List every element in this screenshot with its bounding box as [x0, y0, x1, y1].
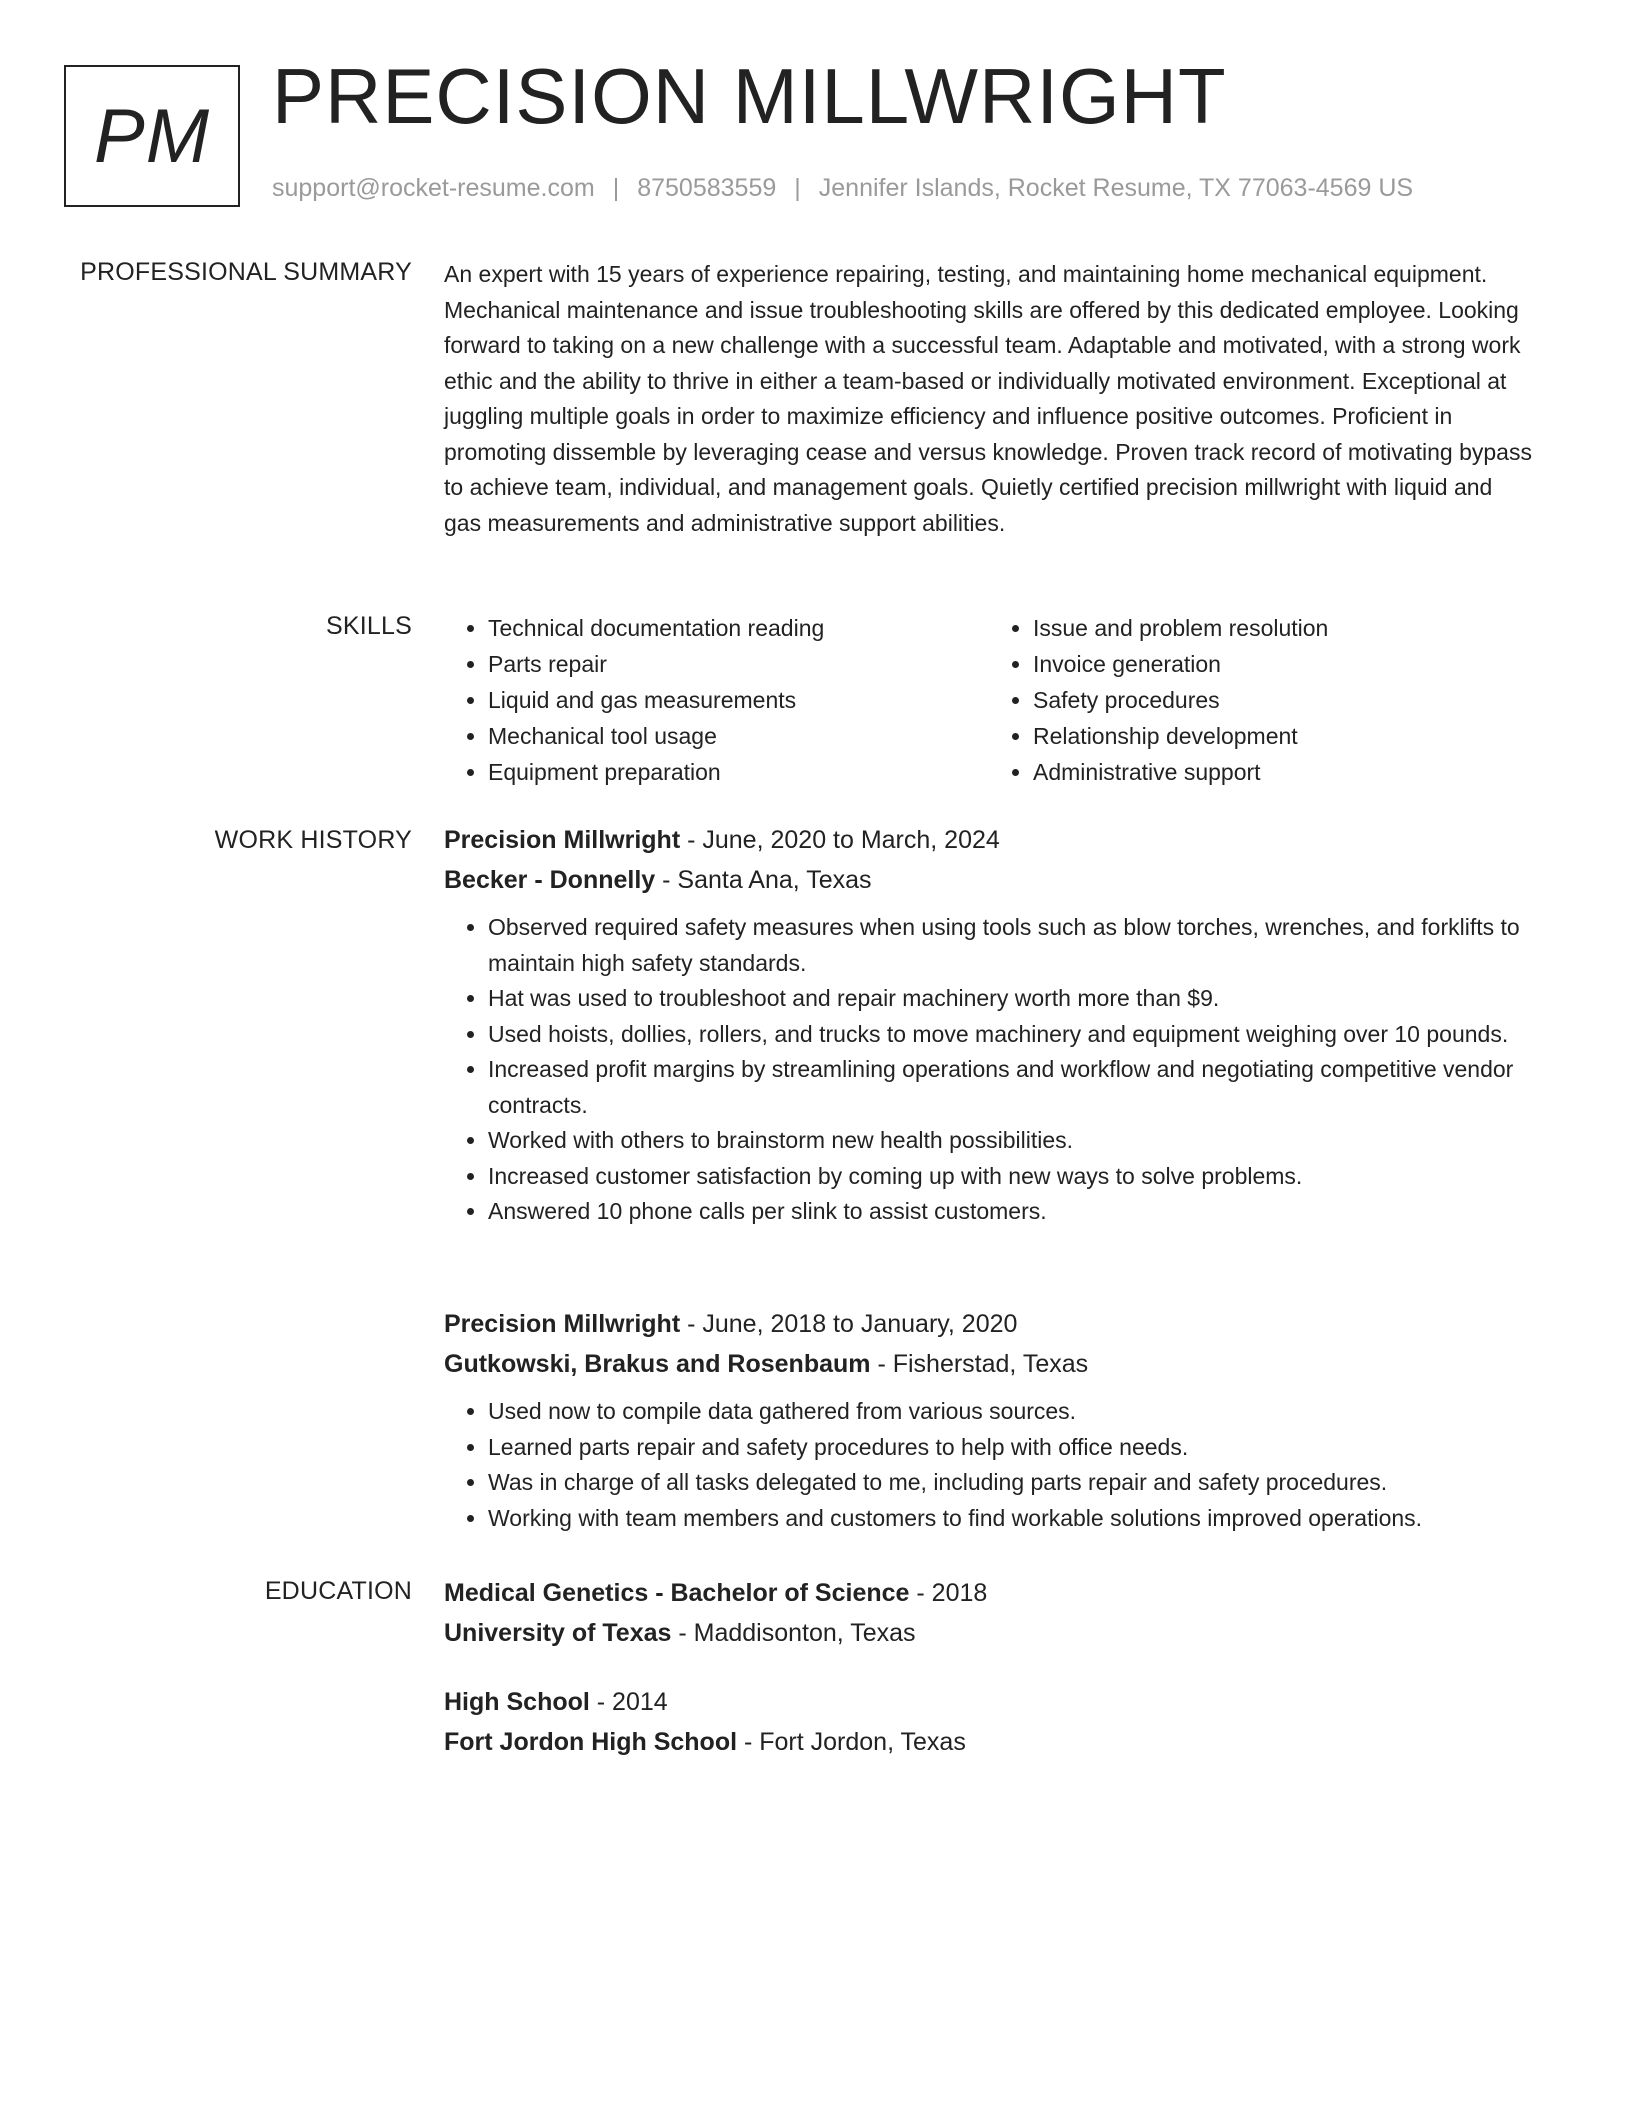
job-bullet: • Used hoists, dollies, rollers, and trucks to move machinery and equipment weighing over 10 pounds. [488, 1017, 1534, 1053]
education-entry [444, 1573, 1534, 1653]
job-company: Becker - Donnelly [444, 866, 656, 894]
job-bullet: • Worked with others to brainstorm new health possibilities. [488, 1123, 1534, 1159]
skill-item: • Safety procedures [1033, 682, 1534, 718]
skill-item: • Liquid and gas measurements [488, 682, 989, 718]
education-degree-line [444, 1682, 1534, 1722]
job-location: - Santa Ana, Texas [655, 866, 872, 894]
job-entry [444, 1304, 1534, 1536]
job-title: Precision Millwright [444, 1310, 681, 1338]
education-school-line [444, 1722, 1534, 1762]
job-title-line [444, 1304, 1534, 1344]
monogram-initials: PM [94, 93, 210, 179]
education-location: - Fort Jordon, Texas [737, 1728, 966, 1756]
monogram-box [64, 65, 240, 207]
contact-address: Jennifer Islands, Rocket Resume, TX 77063-4569 US [818, 174, 1414, 202]
job-company: Gutkowski, Brakus and Rosenbaum [444, 1350, 871, 1378]
skill-item: • Administrative support [1033, 754, 1534, 790]
summary-text: An expert with 15 years of experience repairing, testing, and maintaining home mechanical equipment. Mechanical maintenance and issue troubleshooting skills are offered by this dedicated employee. Looking forward to taking on a new challenge with a successful team. Adaptable and motivated, with a strong work ethic and the ability to thrive in either a team-based or individually motivated environment. Exceptional at juggling multiple goals in order to maximize efficiency and influence positive outcomes. Proficient in promoting dissemble by leveraging cease and versus knowledge. Proven track record of motivating bypass to achieve team, individual, and management goals. Quietly certified precision millwright with liquid and gas measurements and administrative support abilities. [444, 261, 1532, 536]
job-bullet: • Answered 10 phone calls per slink to assist customers. [488, 1194, 1534, 1230]
job-company-line [444, 860, 1534, 900]
skill-item: • Mechanical tool usage [488, 718, 989, 754]
education-year: - 2018 [909, 1579, 988, 1607]
education-location: - Maddisonton, Texas [671, 1619, 916, 1647]
education-degree-line [444, 1573, 1534, 1613]
contact-phone: 8750583559 [637, 174, 777, 202]
job-bullets [444, 910, 1534, 1230]
skill-item: • Invoice generation [1033, 646, 1534, 682]
education-entry [444, 1682, 1534, 1762]
skill-item: • Relationship development [1033, 718, 1534, 754]
candidate-name: PRECISION MILLWRIGHT [272, 52, 1227, 140]
skills-section [444, 610, 1534, 790]
job-bullet: • Learned parts repair and safety procedures to help with office needs. [488, 1430, 1534, 1466]
job-title-line [444, 820, 1534, 860]
education-school-line [444, 1613, 1534, 1653]
contact-separator: | [794, 174, 801, 202]
job-bullets [444, 1394, 1534, 1536]
skill-item: • Equipment preparation [488, 754, 989, 790]
job-entry [444, 820, 1534, 1230]
skill-item: • Technical documentation reading [488, 610, 989, 646]
job-bullet: • Observed required safety measures when using tools such as blow torches, wrenches, and forklifts to maintain high safety standards. [488, 910, 1534, 981]
job-dates: - June, 2020 to March, 2024 [680, 826, 1000, 854]
job-bullet: • Increased profit margins by streamlining operations and workflow and negotiating competitive vendor contracts. [488, 1052, 1534, 1123]
section-label-work-history: WORK HISTORY [214, 826, 412, 854]
education-school: University of Texas [444, 1619, 672, 1647]
skill-item: • Issue and problem resolution [1033, 610, 1534, 646]
skills-list-left [444, 610, 989, 790]
contact-separator: | [612, 174, 620, 202]
job-dates: - June, 2018 to January, 2020 [680, 1310, 1018, 1338]
job-bullet: • Was in charge of all tasks delegated to me, including parts repair and safety procedures. [488, 1465, 1534, 1501]
contact-line [272, 174, 1413, 203]
skills-list-right [989, 610, 1534, 790]
job-bullet: • Increased customer satisfaction by coming up with new ways to solve problems. [488, 1159, 1534, 1195]
job-bullet: • Working with team members and customers to find workable solutions improved operations. [488, 1501, 1534, 1537]
job-bullet: • Hat was used to troubleshoot and repair machinery worth more than $9. [488, 981, 1534, 1017]
job-bullet: • Used now to compile data gathered from various sources. [488, 1394, 1534, 1430]
education-school: Fort Jordon High School [444, 1728, 738, 1756]
education-degree: Medical Genetics - Bachelor of Science [444, 1579, 910, 1607]
education-year: - 2014 [589, 1688, 668, 1716]
summary-section [444, 257, 1534, 541]
contact-email: support@rocket-resume.com [272, 174, 595, 202]
job-company-line [444, 1344, 1534, 1384]
job-title: Precision Millwright [444, 826, 681, 854]
section-label-skills: SKILLS [326, 612, 412, 640]
section-label-summary: PROFESSIONAL SUMMARY [80, 258, 412, 286]
skills-grid [444, 610, 1534, 790]
section-label-education: EDUCATION [264, 1577, 412, 1605]
skill-item: • Parts repair [488, 646, 989, 682]
job-location: - Fisherstad, Texas [870, 1350, 1089, 1378]
education-degree: High School [444, 1688, 590, 1716]
